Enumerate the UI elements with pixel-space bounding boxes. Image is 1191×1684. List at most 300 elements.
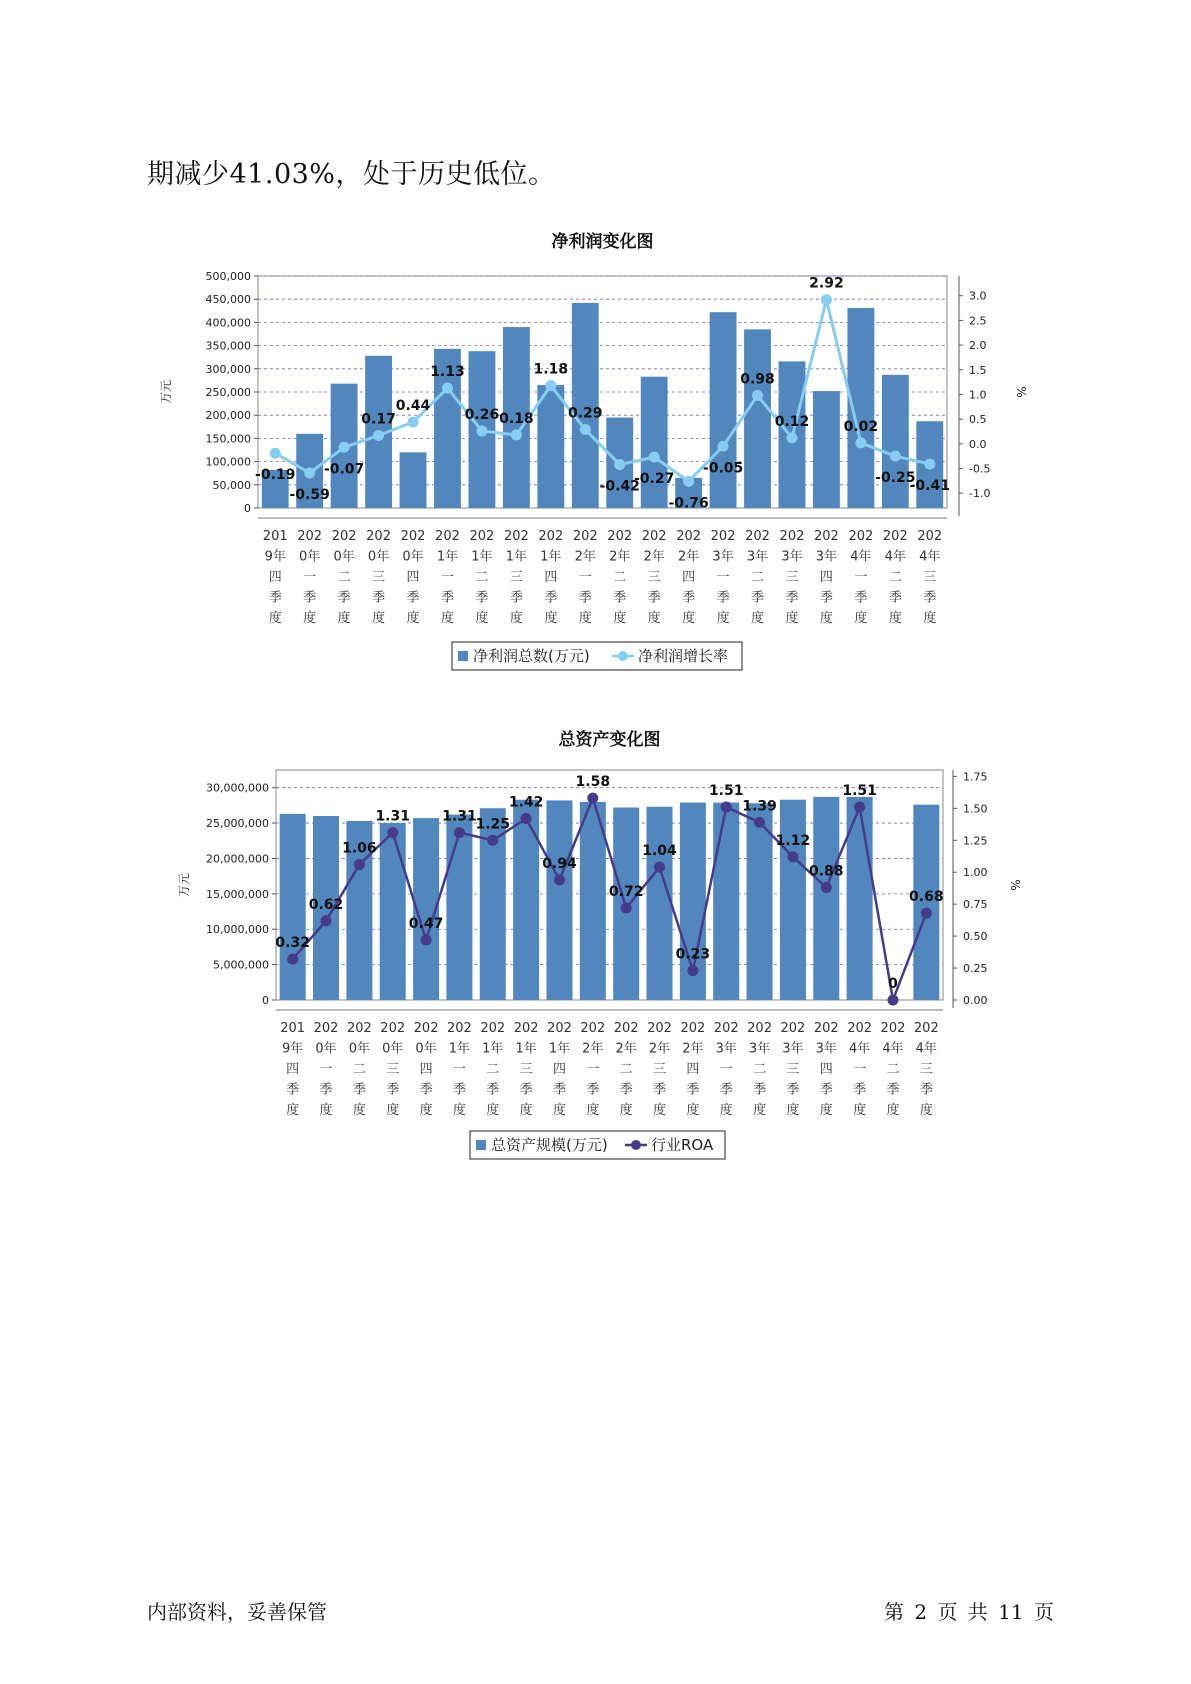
x-tick-label: 度 (716, 611, 730, 626)
data-label: 1.06 (342, 840, 377, 857)
y-tick-label: 350,000 (205, 339, 251, 353)
data-label: 0.18 (499, 410, 534, 427)
line-point (752, 390, 763, 401)
data-label: -0.25 (875, 470, 916, 487)
x-tick-label: 度 (854, 611, 868, 626)
data-label: 0.62 (308, 896, 344, 913)
data-label: 0.12 (774, 413, 810, 430)
x-tick-label: 2年 (643, 549, 665, 565)
x-tick-label: 四 (544, 570, 558, 585)
x-tick-label: 度 (751, 611, 765, 626)
x-tick-label: 202 (713, 1021, 739, 1036)
x-tick-label: 四 (406, 570, 420, 585)
x-tick-label: 季 (613, 590, 627, 606)
x-tick-label: 季 (286, 1082, 300, 1098)
line-point (304, 467, 315, 478)
data-label: 1.04 (642, 843, 677, 860)
x-tick-label: 202 (680, 1021, 706, 1036)
bar (813, 391, 840, 508)
x-tick-label: 季 (372, 590, 386, 606)
x-tick-label: 二 (751, 570, 765, 585)
x-tick-label: 1年 (515, 1041, 537, 1057)
x-tick-label: 3年 (748, 1041, 771, 1057)
x-tick-label: 202 (513, 1021, 539, 1036)
x-tick-label: 202 (469, 529, 495, 544)
x-tick-label: 度 (552, 1103, 566, 1118)
x-tick-label: 季 (552, 1082, 566, 1098)
x-tick-label: 二 (475, 570, 489, 585)
bar (380, 823, 406, 1000)
x-tick-label: 202 (503, 529, 529, 544)
x-tick-label: 4年 (919, 549, 941, 565)
total-assets-chart (0, 718, 1191, 1188)
x-tick-label: 202 (814, 529, 839, 544)
x-tick-label: 季 (352, 1082, 366, 1098)
x-tick-label: 0年 (415, 1041, 437, 1057)
x-tick-label: 度 (785, 611, 799, 626)
line-point (387, 827, 398, 838)
data-label: -0.76 (668, 495, 709, 512)
data-label: 0.88 (809, 863, 844, 880)
x-tick-label: 度 (519, 1103, 533, 1118)
x-tick-label: 度 (509, 611, 523, 626)
x-tick-label: 202 (580, 1021, 606, 1036)
x-tick-label: 三 (372, 570, 386, 585)
x-tick-label: 202 (435, 529, 460, 544)
x-tick-label: 季 (452, 1082, 466, 1098)
y2-tick-label: -1.0 (969, 487, 991, 501)
x-tick-label: 202 (880, 1021, 906, 1036)
x-tick-label: 0年 (382, 1041, 404, 1057)
x-tick-label: 四 (419, 1062, 433, 1077)
bar (400, 452, 427, 508)
line-point (511, 429, 522, 440)
x-tick-label: 度 (352, 1103, 366, 1118)
x-tick-label: 度 (337, 611, 351, 626)
x-tick-label: 三 (647, 570, 661, 585)
x-tick-label: 季 (586, 1082, 600, 1098)
y2-tick-label: 0.50 (963, 930, 988, 944)
x-tick-label: 202 (917, 529, 943, 544)
line-point (654, 862, 665, 873)
x-tick-label: 201 (262, 529, 288, 544)
x-tick-label: 三 (785, 570, 799, 585)
x-tick-label: 一 (303, 570, 317, 585)
x-tick-label: 季 (853, 1082, 867, 1098)
data-label: 1.12 (775, 832, 811, 849)
bar (537, 385, 564, 508)
intro-paragraph: 期减少41.03%，处于历史低位。 (147, 159, 556, 190)
data-label: 1.42 (508, 794, 544, 811)
line-point (821, 882, 832, 893)
y-tick-label: 300,000 (205, 362, 251, 376)
x-tick-label: 202 (848, 529, 874, 544)
y2-tick-label: 1.5 (969, 363, 987, 377)
x-tick-label: 三 (786, 1062, 800, 1077)
line-point (321, 915, 332, 926)
bar (546, 800, 572, 1000)
x-tick-label: 1年 (540, 549, 562, 565)
line-point (921, 908, 932, 919)
line-point (287, 954, 298, 965)
y2-tick-label: 0.5 (969, 413, 987, 427)
data-label: 0.47 (408, 915, 444, 932)
line-point (421, 934, 432, 945)
x-tick-label: 1年 (448, 1041, 471, 1057)
line-point (614, 459, 625, 470)
legend-swatch-bar (476, 1140, 486, 1150)
y-tick-label: 30,000,000 (206, 781, 269, 795)
x-tick-label: 度 (647, 611, 661, 626)
x-tick-label: 1年 (548, 1041, 571, 1057)
x-tick-label: 季 (578, 590, 592, 606)
x-tick-label: 202 (747, 1021, 772, 1036)
y-tick-label: 400,000 (205, 316, 251, 330)
x-tick-label: 季 (268, 590, 282, 606)
data-label: 1.31 (442, 808, 477, 825)
x-tick-label: 二 (486, 1062, 500, 1077)
x-tick-label: 季 (886, 1082, 900, 1098)
x-tick-label: 202 (813, 1021, 839, 1036)
x-tick-label: 季 (919, 1082, 933, 1098)
y2-tick-label: 1.25 (963, 834, 988, 848)
x-tick-label: 202 (882, 529, 908, 544)
x-tick-label: 4年 (850, 549, 872, 565)
x-tick-label: 一 (719, 1062, 733, 1077)
x-tick-label: 四 (268, 570, 282, 585)
legend-label-bar: 总资产规模(万元) (491, 1136, 608, 1154)
data-label: -0.19 (255, 467, 296, 484)
x-tick-label: 度 (586, 1103, 600, 1118)
data-label: -0.41 (909, 478, 950, 495)
x-tick-label: 一 (578, 570, 592, 585)
x-tick-label: 202 (847, 1021, 873, 1036)
legend-label-bar: 净利润总数(万元) (473, 647, 590, 665)
x-tick-label: 0年 (348, 1041, 371, 1057)
x-tick-label: 202 (380, 1021, 406, 1036)
x-tick-label: 季 (923, 590, 937, 606)
x-tick-label: 三 (653, 1062, 667, 1077)
x-tick-label: 一 (586, 1062, 600, 1077)
x-tick-label: 202 (346, 1021, 372, 1036)
x-tick-label: 202 (413, 1021, 439, 1036)
x-tick-label: 2年 (582, 1041, 604, 1057)
bar (710, 312, 737, 508)
data-label: 0.02 (843, 418, 879, 435)
x-tick-label: 季 (419, 1082, 433, 1098)
x-tick-label: 202 (745, 529, 770, 544)
x-tick-label: 度 (886, 1103, 900, 1118)
x-tick-label: 度 (919, 1103, 933, 1118)
x-tick-label: 9年 (282, 1041, 304, 1057)
x-tick-label: 度 (440, 611, 454, 626)
x-tick-label: 季 (303, 590, 317, 606)
y-tick-label: 50,000 (212, 478, 251, 492)
x-tick-label: 202 (400, 529, 426, 544)
x-tick-label: 3年 (782, 1041, 804, 1057)
legend-label-line: 净利润增长率 (638, 647, 729, 665)
y-tick-label: 25,000,000 (206, 817, 269, 831)
y2-tick-label: -0.5 (969, 462, 991, 476)
x-tick-label: 二 (613, 570, 627, 585)
x-tick-label: 季 (786, 1082, 800, 1098)
x-tick-label: 季 (686, 1082, 700, 1098)
x-tick-label: 0年 (402, 549, 424, 565)
line-point (721, 802, 732, 813)
footer-confidential-note: 内部资料，妥善保管 (147, 1600, 327, 1624)
data-label: 1.58 (575, 774, 611, 791)
x-tick-label: 四 (819, 1062, 833, 1077)
x-tick-label: 度 (888, 611, 902, 626)
line-point (476, 425, 487, 436)
data-label: 0.94 (542, 855, 577, 872)
chart-title: 总资产变化图 (558, 730, 661, 750)
line-point (354, 859, 365, 870)
x-tick-label: 202 (366, 529, 391, 544)
x-tick-label: 二 (619, 1062, 633, 1077)
x-tick-label: 202 (710, 529, 736, 544)
bar (813, 797, 839, 1000)
y2-tick-label: 0.0 (969, 437, 987, 451)
data-label: 0.23 (675, 946, 711, 963)
x-tick-label: 季 (440, 590, 454, 606)
x-tick-label: 一 (319, 1062, 333, 1077)
x-tick-label: 度 (578, 611, 592, 626)
x-tick-label: 202 (313, 1021, 339, 1036)
data-label: 0.44 (395, 398, 431, 415)
y-axis-title: 万元 (177, 872, 191, 898)
data-label: -0.07 (323, 461, 365, 478)
x-tick-label: 三 (519, 1062, 533, 1077)
line-point (855, 437, 866, 448)
legend-label-line: 行业ROA (651, 1136, 714, 1154)
x-tick-label: 4年 (884, 549, 906, 565)
x-tick-label: 季 (653, 1082, 667, 1098)
x-tick-label: 0年 (367, 549, 390, 565)
y2-axis-title: % (1014, 386, 1028, 398)
data-label: 1.18 (533, 361, 569, 378)
x-tick-label: 季 (519, 1082, 533, 1098)
y-tick-label: 10,000,000 (206, 923, 269, 937)
y2-tick-label: 0.00 (963, 994, 988, 1007)
x-tick-label: 2年 (677, 549, 700, 565)
x-tick-label: 度 (372, 611, 386, 626)
data-label: -0.59 (289, 486, 330, 503)
legend-swatch-bar (458, 651, 468, 661)
x-tick-label: 度 (268, 611, 282, 626)
x-tick-label: 度 (613, 611, 627, 626)
x-tick-label: 季 (785, 590, 799, 606)
x-tick-label: 202 (613, 1021, 639, 1036)
x-tick-label: 一 (854, 570, 868, 585)
line-point (754, 817, 765, 828)
legend-swatch-dot (631, 1140, 641, 1150)
x-tick-label: 度 (819, 611, 833, 626)
y2-tick-label: 2.5 (969, 314, 987, 328)
line-point (649, 452, 660, 463)
x-tick-label: 季 (619, 1082, 633, 1098)
x-tick-label: 202 (780, 1021, 806, 1036)
x-tick-label: 四 (686, 1062, 700, 1077)
line-point (718, 441, 729, 452)
x-tick-label: 202 (297, 529, 323, 544)
x-tick-label: 季 (337, 590, 351, 606)
x-tick-label: 季 (486, 1082, 500, 1098)
x-tick-label: 1年 (471, 549, 493, 565)
x-tick-label: 季 (647, 590, 661, 606)
y2-tick-label: 3.0 (969, 289, 987, 303)
y-tick-label: 150,000 (205, 432, 251, 446)
data-label: 0.26 (464, 406, 500, 423)
x-tick-label: 202 (331, 529, 357, 544)
x-tick-label: 3年 (715, 1041, 737, 1057)
data-label: 0.17 (361, 411, 396, 428)
x-tick-label: 四 (819, 570, 833, 585)
x-tick-label: 季 (386, 1082, 400, 1098)
data-label: 0 (888, 976, 898, 992)
net-profit-chart (0, 220, 1191, 710)
bar (744, 329, 771, 508)
y2-tick-label: 1.75 (963, 770, 988, 784)
x-tick-label: 2年 (615, 1041, 637, 1057)
x-tick-label: 度 (386, 1103, 400, 1118)
x-tick-label: 202 (607, 529, 633, 544)
x-tick-label: 2年 (574, 549, 596, 565)
y2-tick-label: 0.25 (963, 962, 988, 976)
line-point (580, 424, 591, 435)
x-tick-label: 季 (753, 1082, 767, 1098)
data-label: 0.29 (568, 405, 603, 422)
x-tick-label: 度 (406, 611, 420, 626)
data-label: 1.51 (842, 783, 877, 800)
y-tick-label: 100,000 (205, 455, 251, 469)
y2-tick-label: 1.50 (963, 802, 988, 816)
data-label: -0.42 (599, 478, 640, 495)
x-tick-label: 0年 (333, 549, 355, 565)
bar (713, 803, 739, 1000)
line-point (454, 827, 465, 838)
x-tick-label: 度 (619, 1103, 633, 1118)
x-tick-label: 202 (779, 529, 805, 544)
data-label: -0.27 (633, 471, 675, 488)
y-tick-label: 250,000 (205, 386, 251, 399)
x-tick-label: 度 (303, 611, 317, 626)
x-tick-label: 202 (641, 529, 667, 544)
x-tick-label: 3年 (781, 549, 803, 565)
x-tick-label: 季 (719, 1082, 733, 1098)
line-point (587, 793, 598, 804)
line-point (683, 476, 694, 487)
line-point (487, 835, 498, 846)
line-point (786, 432, 797, 443)
x-tick-label: 一 (853, 1062, 867, 1077)
x-tick-label: 3年 (746, 549, 769, 565)
data-label: 1.13 (430, 364, 465, 381)
line-point (521, 813, 532, 824)
x-tick-label: 202 (538, 529, 564, 544)
bar (446, 815, 472, 1000)
data-label: 2.92 (809, 275, 844, 292)
x-tick-label: 季 (682, 590, 696, 606)
data-label: 1.39 (742, 798, 777, 815)
x-tick-label: 9年 (264, 549, 286, 565)
x-tick-label: 度 (682, 611, 696, 626)
x-tick-label: 202 (447, 1021, 472, 1036)
x-tick-label: 三 (923, 570, 937, 585)
x-tick-label: 一 (440, 570, 454, 585)
x-tick-label: 四 (286, 1062, 300, 1077)
x-tick-label: 四 (552, 1062, 566, 1077)
y2-tick-label: 0.75 (963, 898, 988, 912)
x-tick-label: 201 (280, 1021, 306, 1036)
x-tick-label: 度 (452, 1103, 466, 1118)
data-label: -0.05 (702, 460, 744, 477)
line-point (924, 459, 935, 470)
line-point (545, 380, 556, 391)
y2-tick-label: 1.00 (963, 866, 988, 880)
x-tick-label: 202 (676, 529, 702, 544)
x-tick-label: 四 (682, 570, 696, 585)
x-tick-label: 度 (923, 611, 937, 626)
x-tick-label: 202 (913, 1021, 939, 1036)
y2-tick-label: 2.0 (969, 339, 987, 353)
x-tick-label: 三 (386, 1062, 400, 1077)
x-tick-label: 3年 (815, 549, 838, 565)
chart-title: 净利润变化图 (551, 232, 654, 252)
y2-axis-title: % (1008, 879, 1022, 891)
x-tick-label: 1年 (482, 1041, 504, 1057)
line-point (854, 802, 865, 813)
x-tick-label: 度 (819, 1103, 833, 1118)
y-tick-label: 200,000 (205, 409, 251, 423)
x-tick-label: 度 (853, 1103, 867, 1118)
data-label: 0.32 (275, 935, 310, 952)
line-point (787, 851, 798, 862)
x-tick-label: 度 (753, 1103, 767, 1118)
data-label: 0.72 (608, 884, 644, 900)
data-label: 1.31 (375, 808, 410, 825)
x-tick-label: 季 (854, 590, 868, 606)
legend-swatch-dot (618, 651, 628, 661)
y-tick-label: 0 (262, 994, 269, 1007)
x-tick-label: 季 (716, 590, 730, 606)
y-tick-label: 0 (244, 502, 251, 515)
line-point (887, 995, 898, 1006)
x-tick-label: 三 (919, 1062, 933, 1077)
y-tick-label: 15,000,000 (206, 887, 269, 901)
footer-page-number: 第 2 页 共 11 页 (884, 1600, 1054, 1624)
bar (513, 800, 539, 1000)
y-axis-title: 万元 (159, 379, 173, 405)
x-tick-label: 度 (486, 1103, 500, 1118)
x-tick-label: 季 (751, 590, 765, 606)
x-tick-label: 一 (716, 570, 730, 585)
x-tick-label: 3年 (712, 549, 734, 565)
x-tick-label: 二 (337, 570, 351, 585)
y-tick-label: 5,000,000 (213, 958, 269, 972)
x-tick-label: 2年 (648, 1041, 671, 1057)
x-tick-label: 0年 (299, 549, 321, 565)
x-tick-label: 季 (475, 590, 489, 606)
x-tick-label: 季 (406, 590, 420, 606)
y-tick-label: 450,000 (205, 293, 251, 307)
x-tick-label: 3年 (815, 1041, 837, 1057)
bar (280, 814, 306, 1000)
x-tick-label: 202 (547, 1021, 572, 1036)
x-tick-label: 202 (480, 1021, 506, 1036)
x-tick-label: 4年 (882, 1041, 904, 1057)
x-tick-label: 度 (286, 1103, 300, 1118)
